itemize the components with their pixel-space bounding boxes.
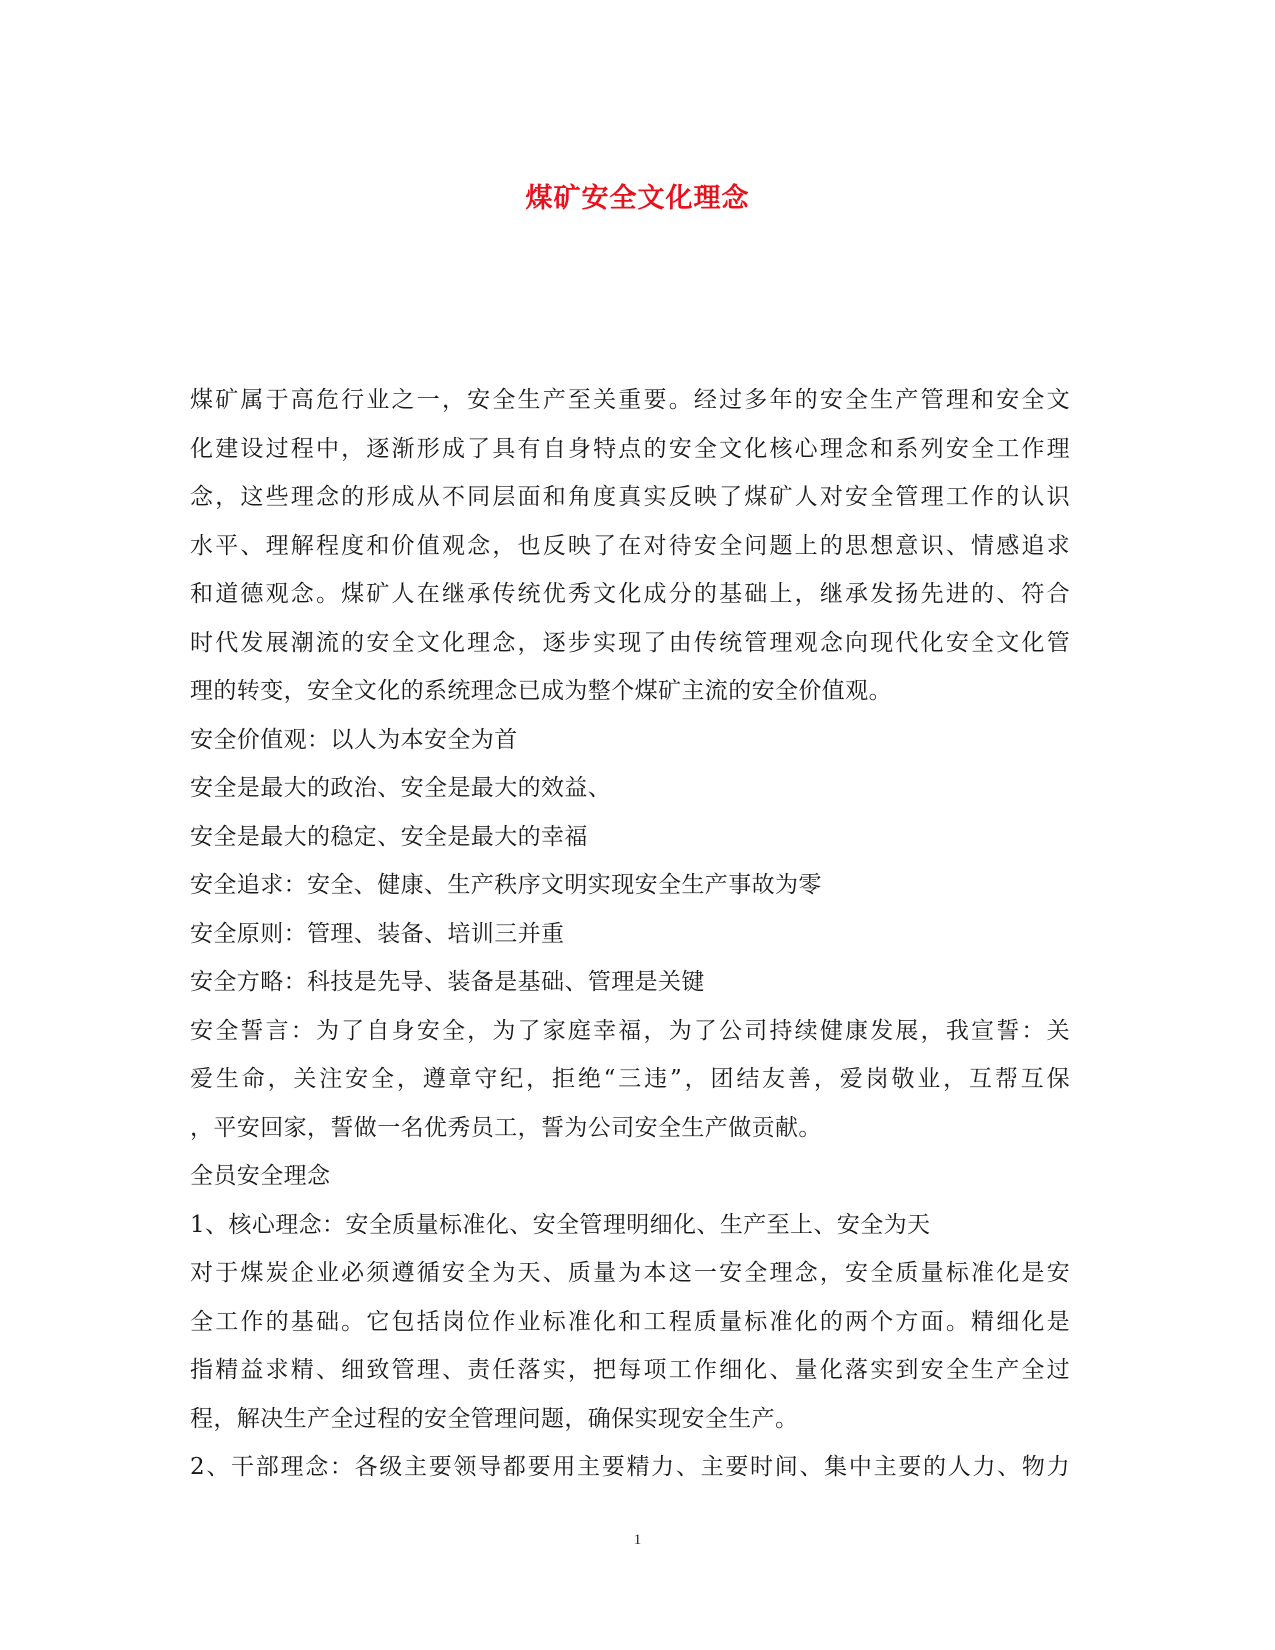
page-title: 煤矿安全文化理念 bbox=[525, 183, 750, 214]
paragraph-line: 程，解决生产全过程的安全管理问题，确保实现安全生产。 bbox=[190, 1405, 799, 1432]
page-number: 1 bbox=[633, 1532, 642, 1548]
paragraph-line: ，平安回家，誓做一名优秀员工，誓为公司安全生产做贡献。 bbox=[190, 1114, 822, 1141]
paragraph-line: 指精益求精、细致管理、责任落实，把每项工作细化、量化落实到安全生产全过 bbox=[190, 1357, 1070, 1383]
text-line: 安全追求：安全、健康、生产秩序文明实现安全生产事故为零 bbox=[190, 872, 822, 898]
paragraph-line: 念，这些理念的形成从不同层面和角度真实反映了煤矿人对安全管理工作的认识 bbox=[190, 484, 1070, 510]
text-line: 安全原则：管理、装备、培训三并重 bbox=[190, 920, 565, 947]
text-line: 1、核心理念：安全质量标准化、安全管理明细化、生产至上、安全为天 bbox=[190, 1211, 931, 1238]
paragraph-line: 化建设过程中，逐渐形成了具有自身特点的安全文化核心理念和系列安全工作理 bbox=[190, 435, 1070, 462]
heading-line: 安全价值观：以人为本安全为首 bbox=[190, 726, 518, 753]
paragraph-line: 安全誓言：为了自身安全，为了家庭幸福，为了公司持续健康发展，我宣誓：关 bbox=[190, 1017, 1070, 1044]
paragraph-line: 水平、理解程度和价值观念，也反映了在对待安全问题上的思想意识、情感追求 bbox=[190, 532, 1070, 559]
paragraph-line: 爱生命，关注安全，遵章守纪，拒绝“三违”，团结友善，爱岗敬业，互帮互保 bbox=[190, 1066, 1070, 1092]
paragraph-line: 全工作的基础。它包括岗位作业标准化和工程质量标准化的两个方面。精细化是 bbox=[190, 1308, 1070, 1335]
paragraph-line: 对于煤炭企业必须遵循安全为天、质量为本这一安全理念，安全质量标准化是安 bbox=[190, 1260, 1070, 1286]
paragraph-line: 理的转变，安全文化的系统理念已成为整个煤矿主流的安全价值观。 bbox=[190, 678, 892, 704]
text-line: 安全是最大的稳定、安全是最大的幸福 bbox=[190, 823, 588, 850]
paragraph-line: 2、干部理念：各级主要领导都要用主要精力、主要时间、集中主要的人力、物力 bbox=[190, 1454, 1070, 1480]
paragraph-line: 时代发展潮流的安全文化理念，逐步实现了由传统管理观念向现代化安全文化管 bbox=[190, 629, 1070, 656]
document-body bbox=[190, 376, 1070, 1492]
paragraph-line: 和道德观念。煤矿人在继承传统优秀文化成分的基础上，继承发扬先进的、符合 bbox=[190, 581, 1070, 607]
text-line: 安全方略：科技是先导、装备是基础、管理是关键 bbox=[190, 969, 705, 995]
paragraph-line: 煤矿属于高危行业之一，安全生产至关重要。经过多年的安全生产管理和安全文 bbox=[190, 387, 1070, 413]
text-line: 安全是最大的政治、安全是最大的效益、 bbox=[190, 775, 612, 801]
section-heading: 全员安全理念 bbox=[190, 1163, 331, 1189]
